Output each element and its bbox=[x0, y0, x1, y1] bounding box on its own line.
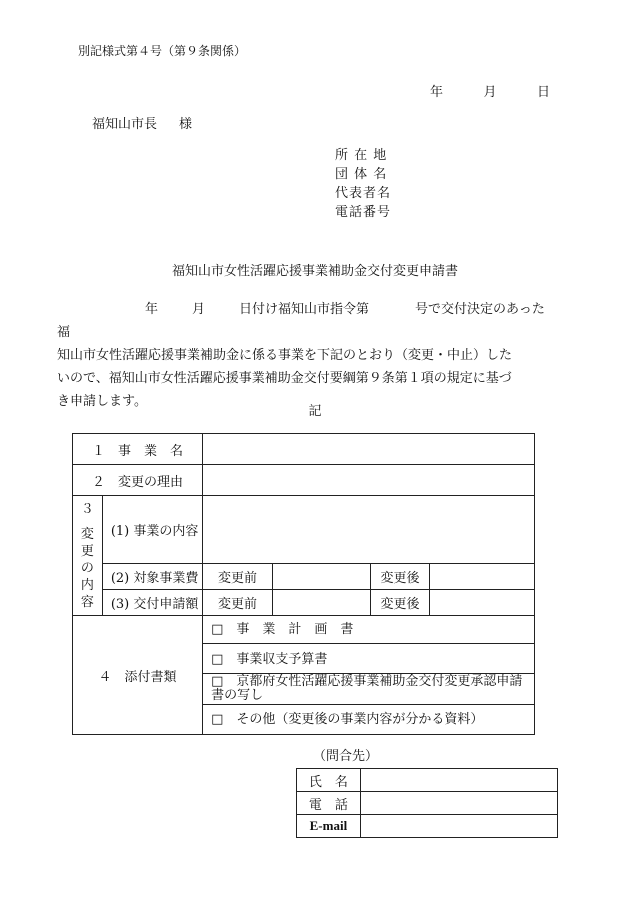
applicant-address-label: 所 在 地 bbox=[335, 148, 388, 163]
row-project-name-label: １ 事 業 名 bbox=[73, 434, 203, 465]
cost-before-label: 変更前 bbox=[203, 564, 273, 590]
contact-title: （問合先） bbox=[313, 749, 379, 764]
applicant-org-label: 団 体 名 bbox=[335, 167, 388, 182]
row-change-reason-label: ２ 変更の理由 bbox=[73, 465, 203, 496]
sub-project-content-label: (1) 事業の内容 bbox=[102, 496, 202, 564]
attachment-kyoto-approval[interactable] bbox=[203, 674, 534, 705]
vert-char: 容 bbox=[80, 594, 94, 610]
sub-target-cost-label: (2) 対象事業費 bbox=[102, 564, 202, 590]
date-line bbox=[430, 81, 550, 100]
date-month: 月 bbox=[483, 85, 497, 100]
contact-table bbox=[296, 768, 558, 838]
cost-after-label: 変更後 bbox=[371, 564, 430, 590]
date-year: 年 bbox=[430, 85, 444, 100]
applicant-phone-label: 電話番号 bbox=[335, 205, 392, 220]
addressee bbox=[92, 113, 192, 132]
addressee-name: 福知山市長 bbox=[92, 117, 158, 132]
body-paragraph bbox=[57, 298, 552, 413]
contact-name-label: 氏 名 bbox=[297, 769, 361, 792]
vert-char: 変 bbox=[80, 526, 94, 542]
ki-heading: 記 bbox=[308, 404, 322, 419]
attachment-business-plan[interactable]: □ 事 業 計 画 書 bbox=[203, 616, 534, 644]
addressee-honorific: 様 bbox=[179, 117, 193, 132]
vert-char: 内 bbox=[80, 577, 94, 593]
contact-email-label: E-mail bbox=[297, 815, 361, 838]
attachment-budget[interactable]: □ 事業収支予算書 bbox=[203, 644, 534, 674]
applicant-rep-label: 代表者名 bbox=[335, 186, 392, 201]
applicant-block bbox=[335, 146, 391, 222]
body-line-4: き申請します。 bbox=[57, 394, 147, 409]
body-line-2: 知山市女性活躍応援事業補助金に係る事業を下記のとおり（変更・中止）した bbox=[57, 348, 513, 363]
row-attachments-label: ４ 添付書類 bbox=[73, 616, 203, 735]
grant-before-label: 変更前 bbox=[203, 590, 273, 616]
contact-email-field[interactable] bbox=[360, 815, 557, 838]
cost-before-field[interactable] bbox=[273, 564, 371, 590]
contact-name-field[interactable] bbox=[360, 769, 557, 792]
vert-char: の bbox=[80, 560, 94, 576]
grant-after-field[interactable] bbox=[430, 590, 535, 616]
attachment-kyoto-approval-text: □ 京都府女性活躍応援事業補助金交付変更承認申請書の写し bbox=[211, 674, 523, 703]
application-table bbox=[72, 433, 535, 735]
body-day-ref: 日付け福知山市指令第 bbox=[239, 302, 370, 317]
body-decision: 号で交付決定のあった福 bbox=[57, 302, 545, 340]
body-month: 月 bbox=[192, 302, 206, 317]
project-content-field[interactable] bbox=[203, 496, 535, 564]
change-reason-field[interactable] bbox=[203, 465, 535, 496]
attachments-cell bbox=[203, 616, 535, 735]
date-day: 日 bbox=[536, 85, 550, 100]
vert-char: 更 bbox=[80, 543, 94, 559]
sub-grant-amount-label: (3) 交付申請額 bbox=[102, 590, 202, 616]
contact-phone-field[interactable] bbox=[360, 792, 557, 815]
contact-phone-label: 電 話 bbox=[297, 792, 361, 815]
row-change-detail-label bbox=[73, 496, 103, 616]
grant-before-field[interactable] bbox=[273, 590, 371, 616]
body-line-1 bbox=[57, 298, 552, 344]
attachment-other[interactable]: □ その他（変更後の事業内容が分かる資料） bbox=[211, 712, 484, 727]
body-line-3: いので、福知山市女性活躍応援事業補助金交付要綱第９条第１項の規定に基づ bbox=[57, 371, 512, 386]
document-title: 福知山市女性活躍応援事業補助金交付変更申請書 bbox=[171, 264, 458, 279]
body-year: 年 bbox=[145, 302, 159, 317]
form-number: 別記様式第４号（第９条関係） bbox=[78, 44, 247, 58]
cost-after-field[interactable] bbox=[430, 564, 535, 590]
row3-number: ３ bbox=[80, 501, 94, 517]
project-name-field[interactable] bbox=[203, 434, 535, 465]
grant-after-label: 変更後 bbox=[371, 590, 430, 616]
